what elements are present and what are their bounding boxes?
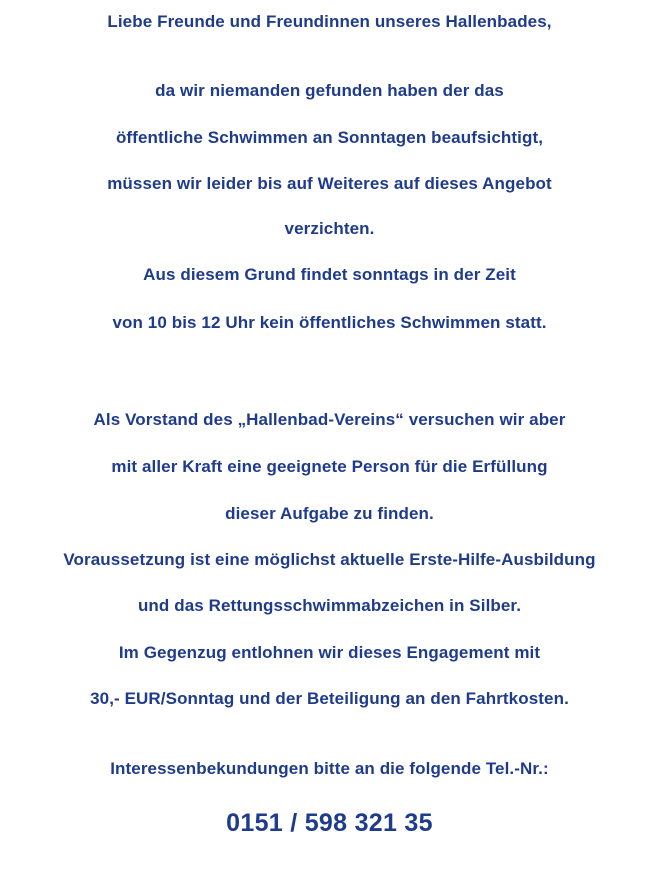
paragraph1-line-6: von 10 bis 12 Uhr kein öffentliches Schwimmen statt. — [112, 313, 547, 332]
paragraph2-line-1: Als Vorstand des „Hallenbad-Vereins“ versuchen wir aber — [93, 410, 566, 429]
paragraph2-line-4: Voraussetzung ist eine möglichst aktuelle Erste-Hilfe-Ausbildung — [63, 550, 596, 569]
contact-prompt: Interessenbekundungen bitte an die folgende Tel.-Nr.: — [110, 759, 549, 778]
greeting-line: Liebe Freunde und Freundinnen unseres Hallenbades, — [107, 12, 552, 31]
paragraph1-line-1: da wir niemanden gefunden haben der das — [155, 81, 504, 100]
paragraph2-line-6: Im Gegenzug entlohnen wir dieses Engagement mit — [118, 643, 541, 662]
paragraph2-line-2: mit aller Kraft eine geeignete Person für die Erfüllung — [111, 457, 548, 476]
paragraph1-line-5: Aus diesem Grund findet sonntags in der Zeit — [143, 265, 516, 284]
paragraph2-line-3: dieser Aufgabe zu finden. — [225, 504, 434, 523]
paragraph1-line-2: öffentliche Schwimmen an Sonntagen beaufsichtigt, — [115, 128, 544, 147]
paragraph2-line-7: 30,- EUR/Sonntag und der Beteiligung an den Fahrtkosten. — [90, 689, 569, 708]
paragraph1-line-4: verzichten. — [284, 219, 375, 238]
paragraph2-line-5: und das Rettungsschwimmabzeichen in Silber. — [137, 596, 522, 615]
paragraph1-line-3: müssen wir leider bis auf Weiteres auf dieses Angebot — [107, 174, 552, 193]
phone-number: 0151 / 598 321 35 — [226, 809, 433, 837]
